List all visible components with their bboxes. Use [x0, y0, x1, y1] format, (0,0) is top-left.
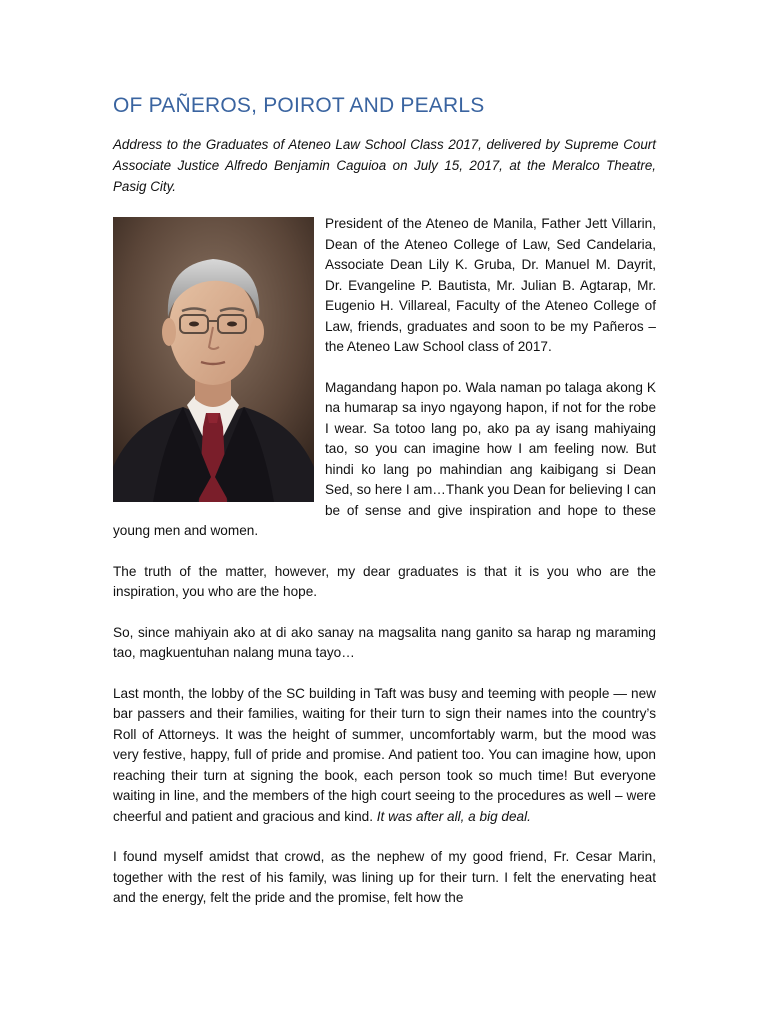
- paragraph-6: I found myself amidst that crowd, as the nephew of my good friend, Fr. Cesar Marin, together with the rest of his family, was lining up for their turn. I felt the enervating heat and the energy, felt the pride and the promise, felt how the: [113, 849, 656, 905]
- paragraph-3: The truth of the matter, however, my dear graduates is that it is you who are the inspiration, you who are the hope.: [113, 563, 656, 599]
- paragraph-1: President of the Ateneo de Manila, Father Jett Villarin, Dean of the Ateneo College of Law, Sed Candelaria, Associate Dean Lily K. Gruba, Dr. Manuel M. Dayrit, Dr. Evangeline P. Bautista, Mr. Julian B. Agtarap, Mr. Eugenio H. Villareal, Faculty of the Ateneo College of Law, friends, graduates and soon to be my Pañeros – the Ateneo Law School class of 2017.: [325, 216, 656, 354]
- paragraph-4: So, since mahiyain ako at di ako sanay na magsalita nang ganito sa harap ng maraming tao, magkuentuhan nalang muna tayo…: [113, 624, 656, 660]
- document-title: OF PAÑEROS, POIROT AND PEARLS: [113, 94, 485, 117]
- paragraph-5: [113, 684, 656, 828]
- paragraph-5-text: Last month, the lobby of the SC building in Taft was busy and teeming with people — new bar passers and their families, waiting for their turn to sign their names into the country’s Roll of Attorneys. It was the height of summer, uncomfortably warm, but the mood was very festive, happy, full of pride and promise. And patient too. You can imagine how, upon reaching their turn at signing the book, each person took so much time! But everyone waiting in line, and the members of the high court seeing to the procedures as well – were cheerful and patient and gracious and kind.: [113, 685, 656, 824]
- paragraph-2: Magandang hapon po. Wala naman po talaga akong K na humarap sa inyo ngayong hapon, if not for the robe I wear. Sa totoo lang po, ako pa ay isang mahiyaing tao, so you can imagine how I am feeling now. But hindi ko lang po mahindian ang kaibigang si Dean Sed, so here I am…Thank you Dean for believing I can be of sense and give inspiration and hope to these young men and women.: [113, 379, 656, 538]
- document-page: [113, 92, 656, 929]
- paragraph-5-italic: It was after all, a big deal.: [376, 808, 531, 824]
- portrait-photo-icon: [113, 217, 314, 502]
- document-subtitle: Address to the Graduates of Ateneo Law School Class 2017, delivered by Supreme Court Associate Justice Alfredo Benjamin Caguioa on July 15, 2017, at the Meralco Theatre, Pasig City.: [113, 137, 656, 194]
- portrait-photo: [113, 217, 314, 502]
